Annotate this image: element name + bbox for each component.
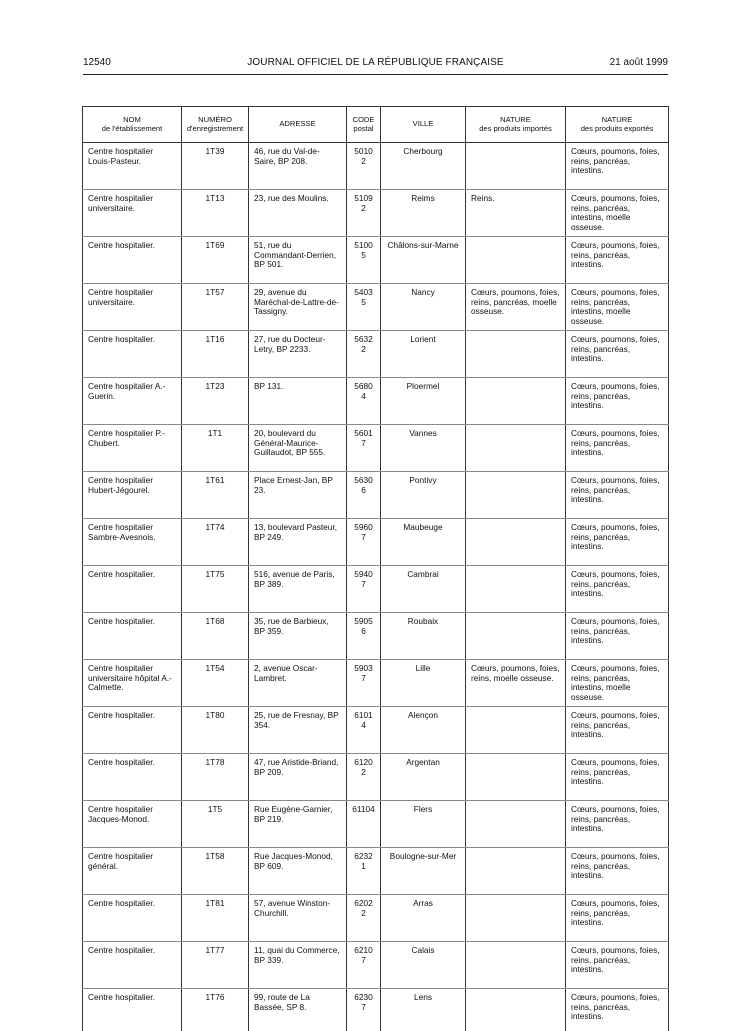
address-cell [249,801,347,848]
registration-number: 1T80 [187,711,243,721]
city: Alençon [386,711,460,721]
registration-number: 1T61 [187,476,243,486]
establishment-name: Centre hospitalier. [88,993,176,1003]
imported-products-cell [466,989,566,1031]
table-row [83,566,669,613]
postal-code: 62307 [352,993,375,1012]
registration-number: 1T68 [187,617,243,627]
establishment-name-cell [83,989,182,1031]
registration-number: 1T81 [187,899,243,909]
postal-code-cell [347,613,381,660]
imported-products-cell [466,707,566,754]
exported-products: Cœurs, poumons, foies, reins, pancréas, intestins. [571,617,663,646]
col-header-code-postal [347,107,381,143]
imported-products-cell [466,613,566,660]
city: Reims [386,194,460,204]
registration-number: 1T74 [187,523,243,533]
address: 11, quai du Commerce, BP 339. [254,946,341,965]
address: BP 131. [254,382,341,392]
address-cell [249,143,347,190]
address-cell [249,284,347,331]
city: Boulogne-sur-Mer [386,852,460,862]
imported-products: Cœurs, poumons, foies, reins, moelle osseuse. [471,664,560,683]
registration-number: 1T78 [187,758,243,768]
registration-number-cell [182,848,249,895]
city-cell [381,613,466,660]
column-header-subtitle: de l'établissement [85,125,179,134]
postal-code: 61104 [352,805,375,815]
postal-code-cell [347,707,381,754]
postal-code-cell [347,848,381,895]
city-cell [381,143,466,190]
establishment-name-cell [83,754,182,801]
column-header-title: VILLE [383,120,463,129]
establishment-name: Centre hospitalier Hubert-Jégourel. [88,476,176,495]
exported-products: Cœurs, poumons, foies, reins, pancréas, intestins. [571,899,663,928]
column-header-title: NATURE [468,116,563,125]
exported-products: Cœurs, poumons, foies, reins, pancréas, intestins, moelle osseuse. [571,664,663,702]
establishment-name: Centre hospitalier universitaire. [88,288,176,307]
city: Cambrai [386,570,460,580]
establishment-name: Centre hospitalier. [88,899,176,909]
city-cell [381,472,466,519]
city-cell [381,378,466,425]
postal-code-cell [347,378,381,425]
city-cell [381,848,466,895]
address-cell [249,472,347,519]
exported-products: Cœurs, poumons, foies, reins, pancréas, intestins, moelle osseuse. [571,194,663,232]
table-row [83,378,669,425]
registration-number: 1T75 [187,570,243,580]
exported-products-cell [566,237,669,284]
col-header-numero [182,107,249,143]
postal-code: 59607 [352,523,375,542]
city-cell [381,190,466,237]
imported-products: Cœurs, poumons, foies, reins, pancréas, moelle osseuse. [471,288,560,317]
city: Nancy [386,288,460,298]
imported-products-cell [466,472,566,519]
imported-products-cell [466,895,566,942]
registration-number-cell [182,143,249,190]
city-cell [381,331,466,378]
imported-products-cell [466,331,566,378]
table-body [83,143,669,1031]
postal-code: 56322 [352,335,375,354]
city-cell [381,519,466,566]
exported-products-cell [566,707,669,754]
page-number: 12540 [83,57,111,68]
table-row [83,848,669,895]
city-cell [381,566,466,613]
address: Place Ernest-Jan, BP 23. [254,476,341,495]
postal-code: 62022 [352,899,375,918]
registration-number-cell [182,754,249,801]
exported-products-cell [566,613,669,660]
city-cell [381,707,466,754]
col-header-adresse [249,107,347,143]
exported-products-cell [566,378,669,425]
postal-code-cell [347,989,381,1031]
registration-number: 1T23 [187,382,243,392]
table-row [83,613,669,660]
col-header-ville [381,107,466,143]
address: 27, rue du Docteur-Letry, BP 2233. [254,335,341,354]
table-row [83,237,669,284]
exported-products: Cœurs, poumons, foies, reins, pancréas, intestins. [571,711,663,740]
exported-products: Cœurs, poumons, foies, reins, pancréas, intestins. [571,241,663,270]
registration-number-cell [182,519,249,566]
registration-number-cell [182,801,249,848]
postal-code-cell [347,284,381,331]
table-row [83,895,669,942]
address: Rue Eugène-Garnier, BP 219. [254,805,341,824]
exported-products: Cœurs, poumons, foies, reins, pancréas, intestins. [571,147,663,176]
establishment-name: Centre hospitalier P.-Chubert. [88,429,176,448]
city-cell [381,895,466,942]
imported-products-cell [466,519,566,566]
city: Maubeuge [386,523,460,533]
establishment-name-cell [83,143,182,190]
registration-number-cell [182,613,249,660]
address: 51, rue du Commandant-Derrien, BP 501. [254,241,341,270]
address-cell [249,566,347,613]
imported-products-cell [466,190,566,237]
postal-code-cell [347,566,381,613]
establishment-name-cell [83,660,182,707]
city: Arras [386,899,460,909]
establishment-name: Centre hospitalier. [88,335,176,345]
address-cell [249,754,347,801]
registration-number: 1T57 [187,288,243,298]
registration-number-cell [182,331,249,378]
imported-products-cell [466,237,566,284]
imported-products-cell [466,425,566,472]
address: 13, boulevard Pasteur, BP 249. [254,523,341,542]
establishments-table [82,106,669,1031]
postal-code: 51005 [352,241,375,260]
postal-code-cell [347,472,381,519]
table-row [83,519,669,566]
exported-products-cell [566,942,669,989]
table-row [83,284,669,331]
city-cell [381,801,466,848]
establishment-name-cell [83,190,182,237]
exported-products-cell [566,566,669,613]
registration-number: 1T1 [187,429,243,439]
column-header-subtitle: postal [349,125,378,134]
postal-code: 54035 [352,288,375,307]
address-cell [249,190,347,237]
establishment-name-cell [83,331,182,378]
establishment-name-cell [83,848,182,895]
registration-number-cell [182,237,249,284]
postal-code: 59407 [352,570,375,589]
exported-products-cell [566,848,669,895]
imported-products-cell [466,942,566,989]
registration-number-cell [182,707,249,754]
exported-products-cell [566,801,669,848]
address-cell [249,989,347,1031]
address: 57, avenue Winston-Churchill. [254,899,341,918]
establishment-name: Centre hospitalier. [88,617,176,627]
postal-code-cell [347,942,381,989]
city-cell [381,284,466,331]
establishment-name: Centre hospitalier Louis-Pasteur. [88,147,176,166]
postal-code-cell [347,331,381,378]
address: 99, route de La Bassée, SP 8. [254,993,341,1012]
city: Calais [386,946,460,956]
city-cell [381,425,466,472]
postal-code: 59056 [352,617,375,636]
column-header-title: NOM [85,116,179,125]
postal-code-cell [347,660,381,707]
table-row [83,143,669,190]
establishment-name: Centre hospitalier. [88,241,176,251]
city-cell [381,237,466,284]
postal-code-cell [347,237,381,284]
exported-products: Cœurs, poumons, foies, reins, pancréas, intestins. [571,852,663,881]
establishment-name: Centre hospitalier. [88,758,176,768]
imported-products-cell [466,284,566,331]
postal-code: 51092 [352,194,375,213]
registration-number-cell [182,472,249,519]
establishment-name: Centre hospitalier. [88,711,176,721]
establishment-name-cell [83,566,182,613]
postal-code-cell [347,895,381,942]
registration-number-cell [182,425,249,472]
establishment-name-cell [83,942,182,989]
establishment-name-cell [83,895,182,942]
exported-products: Cœurs, poumons, foies, reins, pancréas, intestins. [571,570,663,599]
registration-number: 1T58 [187,852,243,862]
city: Vannes [386,429,460,439]
establishment-name: Centre hospitalier Sambre-Avesnois. [88,523,176,542]
city: Cherbourg [386,147,460,157]
city: Ploermel [386,382,460,392]
postal-code-cell [347,190,381,237]
table-row [83,472,669,519]
exported-products-cell [566,143,669,190]
registration-number-cell [182,378,249,425]
postal-code-cell [347,143,381,190]
address: 29, avenue du Maréchal-de-Lattre-de-Tassigny. [254,288,341,317]
imported-products-cell [466,566,566,613]
col-header-produits-exportes [566,107,669,143]
registration-number: 1T39 [187,147,243,157]
col-header-nom [83,107,182,143]
city: Pontivy [386,476,460,486]
city: Roubaix [386,617,460,627]
exported-products: Cœurs, poumons, foies, reins, pancréas, intestins. [571,805,663,834]
exported-products: Cœurs, poumons, foies, reins, pancréas, intestins. [571,946,663,975]
registration-number-cell [182,284,249,331]
city: Flers [386,805,460,815]
table-header [83,107,669,143]
address-cell [249,613,347,660]
exported-products: Cœurs, poumons, foies, reins, pancréas, intestins. [571,382,663,411]
exported-products: Cœurs, poumons, foies, reins, pancréas, intestins. [571,993,663,1022]
exported-products-cell [566,989,669,1031]
registration-number: 1T69 [187,241,243,251]
registration-number: 1T54 [187,664,243,674]
exported-products-cell [566,425,669,472]
establishment-name: Centre hospitalier universitaire. [88,194,176,213]
address: Rue Jacques-Monod, BP 609. [254,852,341,871]
address: 516, avenue de Paris, BP 389. [254,570,341,589]
postal-code-cell [347,801,381,848]
address: 35, rue de Barbieux, BP 359. [254,617,341,636]
table-row [83,190,669,237]
exported-products-cell [566,754,669,801]
address-cell [249,378,347,425]
exported-products-cell [566,519,669,566]
exported-products: Cœurs, poumons, foies, reins, pancréas, intestins. [571,429,663,458]
city: Châlons-sur-Marne [386,241,460,251]
postal-code: 62107 [352,946,375,965]
header-row [83,107,669,143]
page-header [83,57,668,71]
city: Lorient [386,335,460,345]
column-header-subtitle: des produits importés [468,125,563,134]
exported-products: Cœurs, poumons, foies, reins, pancréas, intestins. [571,335,663,364]
postal-code: 50102 [352,147,375,166]
table-row [83,425,669,472]
publication-date: 21 août 1999 [610,57,668,68]
establishment-name-cell [83,425,182,472]
postal-code-cell [347,425,381,472]
address-cell [249,848,347,895]
address-cell [249,895,347,942]
imported-products-cell [466,754,566,801]
exported-products-cell [566,284,669,331]
address: 47, rue Aristide-Briand, BP 209. [254,758,341,777]
table-row [83,754,669,801]
registration-number-cell [182,660,249,707]
establishment-name-cell [83,519,182,566]
address-cell [249,237,347,284]
address-cell [249,707,347,754]
exported-products: Cœurs, poumons, foies, reins, pancréas, intestins. [571,476,663,505]
column-header-subtitle: des produits exportés [568,125,666,134]
address: 2, avenue Oscar-Lambret. [254,664,341,683]
imported-products-cell [466,378,566,425]
exported-products-cell [566,331,669,378]
column-header-title: NUMÉRO [184,116,246,125]
column-header-title: CODE [349,116,378,125]
registration-number-cell [182,566,249,613]
establishment-name-cell [83,472,182,519]
table-row [83,942,669,989]
address: 23, rue des Moulins. [254,194,341,204]
city-cell [381,942,466,989]
exported-products-cell [566,895,669,942]
column-header-title: NATURE [568,116,666,125]
address-cell [249,425,347,472]
establishment-name: Centre hospitalier. [88,946,176,956]
city: Lille [386,664,460,674]
establishment-name-cell [83,707,182,754]
column-header-subtitle: d'enregistrement [184,125,246,134]
postal-code: 56306 [352,476,375,495]
postal-code: 59037 [352,664,375,683]
city-cell [381,989,466,1031]
postal-code: 61014 [352,711,375,730]
col-header-produits-importes [466,107,566,143]
exported-products-cell [566,472,669,519]
establishment-name: Centre hospitalier Jacques-Monod. [88,805,176,824]
imported-products-cell [466,801,566,848]
journal-title: JOURNAL OFFICIEL DE LA RÉPUBLIQUE FRANÇAISE [83,57,668,68]
postal-code: 56017 [352,429,375,448]
registration-number: 1T76 [187,993,243,1003]
postal-code: 61202 [352,758,375,777]
establishment-name: Centre hospitalier. [88,570,176,580]
registration-number: 1T16 [187,335,243,345]
address-cell [249,331,347,378]
registration-number-cell [182,942,249,989]
city: Argentan [386,758,460,768]
address: 25, rue de Fresnay, BP 354. [254,711,341,730]
address-cell [249,519,347,566]
exported-products: Cœurs, poumons, foies, reins, pancréas, intestins, moelle osseuse. [571,288,663,326]
registration-number-cell [182,190,249,237]
postal-code-cell [347,754,381,801]
establishment-name-cell [83,378,182,425]
postal-code-cell [347,519,381,566]
address-cell [249,942,347,989]
establishment-name-cell [83,284,182,331]
address-cell [249,660,347,707]
postal-code: 56804 [352,382,375,401]
establishment-name: Centre hospitalier universitaire hôpital A.-Calmette. [88,664,176,693]
exported-products: Cœurs, poumons, foies, reins, pancréas, intestins. [571,758,663,787]
registration-number-cell [182,989,249,1031]
establishment-name: Centre hospitalier général. [88,852,176,871]
table-row [83,331,669,378]
table-row [83,801,669,848]
table-row [83,707,669,754]
exported-products-cell [566,660,669,707]
address: 46, rue du Val-de-Saire, BP 208. [254,147,341,166]
table-row [83,660,669,707]
registration-number-cell [182,895,249,942]
registration-number: 1T77 [187,946,243,956]
imported-products-cell [466,660,566,707]
establishment-name-cell [83,237,182,284]
city-cell [381,660,466,707]
postal-code: 62321 [352,852,375,871]
city-cell [381,754,466,801]
table-row [83,989,669,1031]
establishment-name-cell [83,613,182,660]
registration-number: 1T5 [187,805,243,815]
exported-products: Cœurs, poumons, foies, reins, pancréas, intestins. [571,523,663,552]
establishment-name-cell [83,801,182,848]
establishment-name: Centre hospitalier A.-Guerin. [88,382,176,401]
imported-products-cell [466,848,566,895]
imported-products-cell [466,143,566,190]
address: 20, boulevard du Général-Maurice-Guillaudot, BP 555. [254,429,341,458]
column-header-title: ADRESSE [251,120,344,129]
city: Lens [386,993,460,1003]
exported-products-cell [566,190,669,237]
imported-products: Reins. [471,194,560,204]
header-rule [83,74,668,75]
registration-number: 1T13 [187,194,243,204]
